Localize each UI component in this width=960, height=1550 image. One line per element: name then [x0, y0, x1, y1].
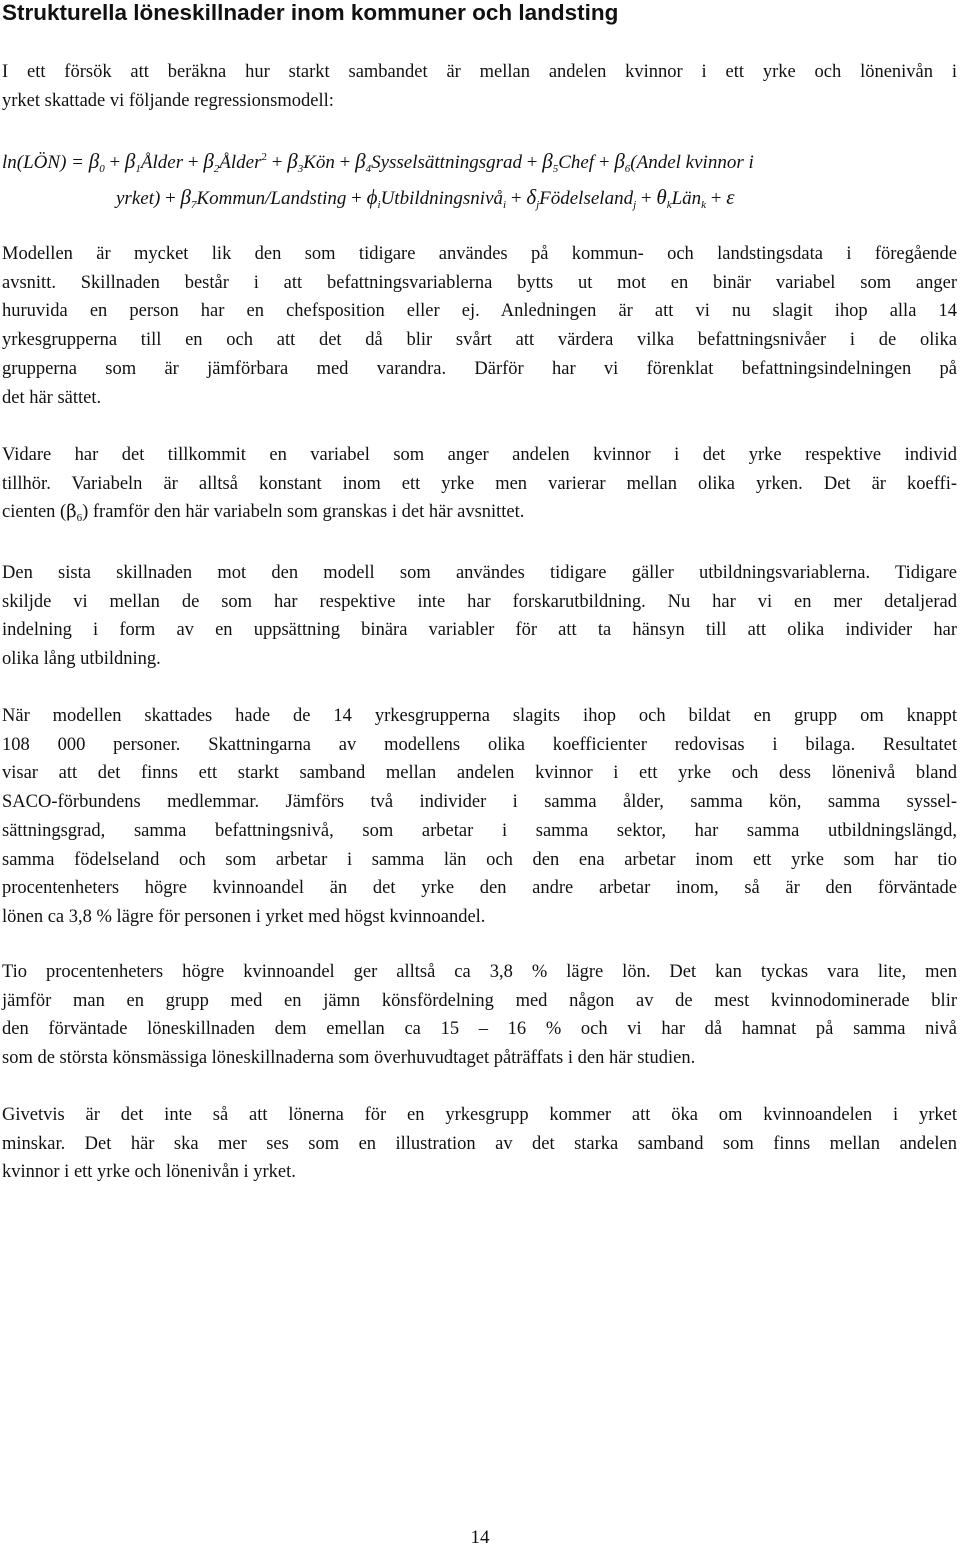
text-line: jämför man en grupp med en jämn könsfördelning med någon av de mest kvinnodominerade blir	[2, 990, 957, 1011]
paragraph-caveat	[2, 1101, 957, 1187]
text-line: indelning i form av en uppsättning binära variabler för att ta hänsyn till att olika individer har	[2, 620, 957, 641]
text-line: kvinnor i ett yrke och lönenivån i yrket.	[2, 1162, 296, 1183]
paragraph-new-variable	[2, 441, 957, 527]
text-line: Den sista skillnaden mot den modell som användes tidigare gäller utbildningsvariablerna. Tidigare	[2, 563, 957, 583]
text-line: cienten $(\beta_6)$ framför den här variabeln som granskas i det här avsnittet.	[2, 501, 525, 525]
beta-symbol: β	[66, 501, 77, 523]
text-line: det här sättet.	[2, 387, 102, 408]
paragraph-education-variables	[2, 559, 957, 674]
page-number: 14	[470, 1527, 490, 1548]
text-line: visar att det finns ett starkt samband mellan andelen kvinnor i ett yrke och dess lönenivå bland	[2, 763, 957, 784]
paragraph-interpretation	[2, 958, 957, 1073]
regression-equation-line-2: yrket) + $\beta_7Kommun$/Landsting + $\phi_iUtbildningsnivå_i$ + $\delta_jFödelseland_j$ + $\theta_kLän_k + \varepsilon$	[116, 185, 735, 211]
text-line: Vidare har det tillkommit en variabel som anger andelen kvinnor i det yrke respektive individ	[2, 445, 957, 465]
text-line: skiljde vi mellan de som har respektive inte har forskarutbildning. Nu har vi en mer detaljerad	[2, 591, 957, 612]
text-line: grupperna som är jämförbara med varandra. Därför har vi förenklat befattningsindelningen på	[2, 358, 957, 379]
text-line: samma födelseland och som arbetar i samma län och den ena arbetar inom ett yrke som har tio	[2, 849, 957, 870]
text-line: olika lång utbildning.	[2, 649, 161, 670]
text-line: I ett försök att beräkna hur starkt sambandet är mellan andelen kvinnor i ett yrke och lönenivån i	[2, 62, 957, 82]
text-line: Givetvis är det inte så att lönerna för en yrkesgrupp kommer att öka om kvinnoandelen i yrket	[2, 1105, 957, 1125]
text-line: avsnitt. Skillnaden består i att befattningsvariablerna bytts ut mot en binär variabel som anger	[2, 272, 957, 293]
text-line: SACO-förbundens medlemmar. Jämförs två individer i samma ålder, samma kön, samma syssel-	[2, 792, 957, 813]
text-line: minskar. Det här ska mer ses som en illustration av det starka samband som finns mellan andelen	[2, 1133, 957, 1154]
text-line: 108 000 personer. Skattningarna av modellens olika koefficienter redovisas i bilaga. Resultatet	[2, 734, 957, 755]
text-line: yrkesgrupperna till en och att det då blir svårt att värdera vilka befattningsnivåer i de olika	[2, 330, 957, 351]
text-line: procentenheters högre kvinnoandel än det yrke den andre arbetar inom, så är den förväntade	[2, 878, 957, 899]
regression-equation-line-1: ln(LÖN) = $\beta_0$ + $\beta_1Ålder$ + $\beta_2Ålder^2$ + $\beta_3Kön$ + $\beta_4Sysselsättningsgrad$ + $\beta_5Chef$ + $\beta_6(Andel$ kvinnor i	[2, 149, 754, 175]
section-heading: Strukturella löneskillnader inom kommuner och landsting	[2, 0, 619, 25]
paragraph-model-description	[2, 240, 957, 412]
text-line: yrket skattade vi följande regressionsmodell:	[2, 90, 334, 111]
text-line: den förväntade löneskillnaden dem emellan ca 15 – 16 % och vi har då hamnat på samma nivå	[2, 1019, 957, 1040]
text-line: som de största könsmässiga löneskillnaderna som överhuvudtaget påträffats i den här studien.	[2, 1048, 696, 1069]
intro-paragraph	[2, 58, 957, 115]
text-line: Tio procentenheters högre kvinnoandel ger alltså ca 3,8 % lägre lön. Det kan tyckas vara lite, men	[2, 962, 957, 982]
text-line: Modellen är mycket lik den som tidigare användes på kommun- och landstingsdata i föregående	[2, 244, 957, 264]
text-line: När modellen skattades hade de 14 yrkesgrupperna slagits ihop och bildat en grupp om knappt	[2, 706, 957, 726]
paragraph-results	[2, 702, 957, 932]
text-line: sättningsgrad, samma befattningsnivå, som arbetar i samma sektor, har samma utbildningslängd,	[2, 820, 957, 841]
text-line: huruvida en person har en chefsposition eller ej. Anledningen är att vi nu slagit ihop alla 14	[2, 301, 957, 322]
text-line: lönen ca 3,8 % lägre för personen i yrket med högst kvinnoandel.	[2, 906, 486, 927]
text-line: tillhör. Variabeln är alltså konstant inom ett yrke men varierar mellan olika yrken. Det är koeffi-	[2, 473, 957, 494]
